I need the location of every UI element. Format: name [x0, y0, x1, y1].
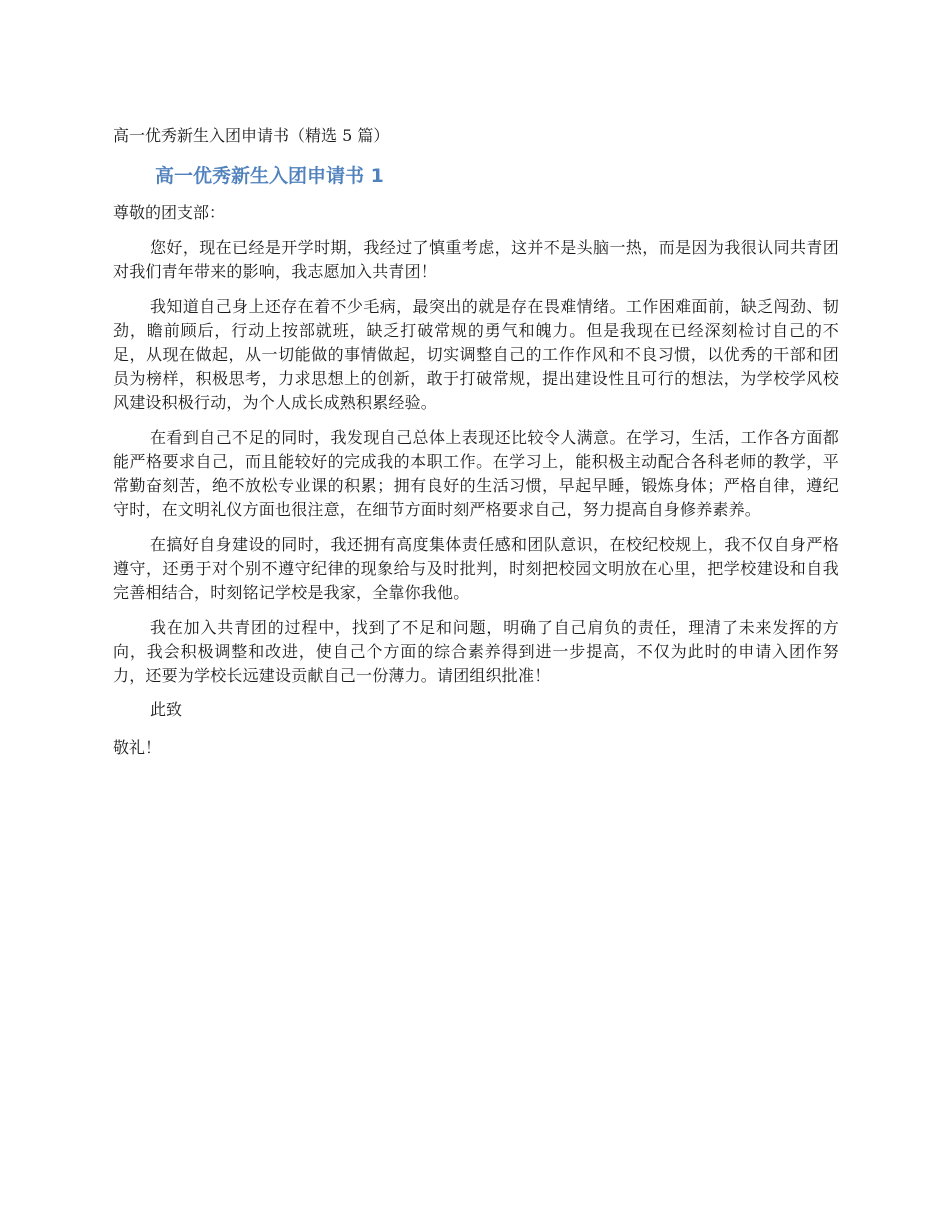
section-heading: 高一优秀新生入团申请书 1 — [155, 165, 384, 187]
paragraph: 在看到自己不足的同时，我发现自己总体上表现还比较令人满意。在学习，生活，工作各方面都能严格要求自己，而且能较好的完成我的本职工作。在学习上，能积极主动配合各科老师的教学，平常勤奋刻苦，绝不放松专业课的积累；拥有良好的生活习惯，早起早睡，锻炼身体；严格自律，遵纪守时，在文明礼仪方面也很注意，在细节方面时刻严格要求自己，努力提高自身修养素养。 — [113, 428, 839, 519]
paragraph: 您好，现在已经是开学时期，我经过了慎重考虑，这并不是头脑一热，而是因为我很认同共青团对我们青年带来的影响，我志愿加入共青团！ — [113, 238, 839, 281]
salutation: 尊敬的团支部： — [113, 203, 226, 222]
document-title: 高一优秀新生入团申请书（精选 5 篇） — [113, 126, 390, 145]
regards-line: 敬礼！ — [113, 738, 162, 757]
document-body — [113, 124, 839, 760]
closing-line: 此致 — [150, 700, 183, 719]
paragraph: 在搞好自身建设的同时，我还拥有高度集体责任感和团队意识，在校纪校规上，我不仅自身严格遵守，还勇于对个别不遵守纪律的现象给与及时批判，时刻把校园文明放在心里，把学校建设和自我完善相结合，时刻铭记学校是我家，全靠你我他。 — [113, 535, 839, 602]
paragraph: 我知道自己身上还存在着不少毛病，最突出的就是存在畏难情绪。工作困难面前，缺乏闯劲、韧劲，瞻前顾后，行动上按部就班，缺乏打破常规的勇气和魄力。但是我现在已经深刻检讨自己的不足，从现在做起，从一切能做的事情做起，切实调整自己的工作作风和不良习惯，以优秀的干部和团员为榜样，积极思考，力求思想上的创新，敢于打破常规，提出建设性且可行的想法，为学校学风校风建设积极行动，为个人成长成熟积累经验。 — [113, 297, 839, 412]
paragraph: 我在加入共青团的过程中，找到了不足和问题，明确了自己肩负的责任，理清了未来发挥的方向，我会积极调整和改进，使自己个方面的综合素养得到进一步提高，不仅为此时的申请入团作努力，还要为学校长远建设贡献自己一份薄力。请团组织批准！ — [113, 618, 839, 685]
